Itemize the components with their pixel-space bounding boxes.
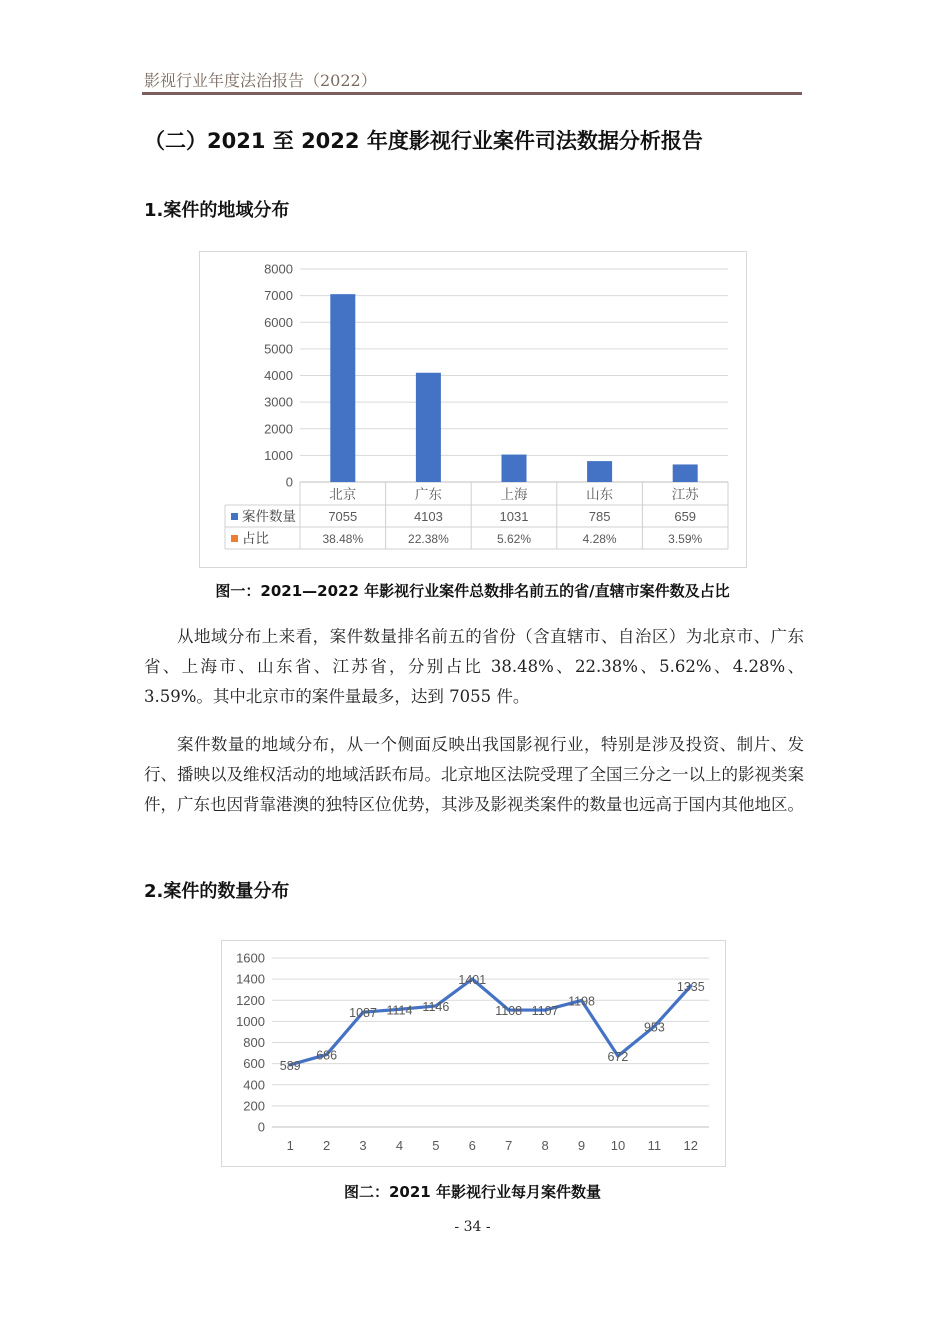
line-xtick-label: 10 [610,1138,626,1153]
table-value: 659 [674,509,697,524]
bar-ytick-label: 8000 [264,261,293,277]
line-ytick-label: 1400 [236,971,265,987]
bar-category-label: 江苏 [671,487,699,502]
table-value: 7055 [328,509,358,524]
line-xtick-label: 6 [468,1138,476,1153]
bar-上海 [502,455,527,482]
line-data-label: 1401 [458,973,487,988]
table-value: 3.59% [668,532,703,546]
paragraph-2: 案件数量的地域分布，从一个侧面反映出我国影视行业，特别是涉及投资、制片、发行、播映以及维权活动的地域活跃布局。北京地区法院受理了全国三分之一以上的影视类案件，广东也因背靠港澳的独特区位优势，其涉及影视类案件的数量也远高于国内其他地区。 [144,735,804,814]
table-value: 1031 [499,509,529,524]
line-ytick-label: 1000 [236,1013,265,1029]
line-ytick-label: 1600 [236,950,265,966]
bar-江苏 [673,464,698,482]
bar-ytick-label: 7000 [264,288,293,304]
bar-category-label: 山东 [586,487,614,502]
bar-ytick-label: 6000 [264,314,293,330]
bar-category-label: 北京 [329,487,357,502]
line-xtick-label: 4 [395,1138,404,1153]
line-ytick-label: 200 [243,1098,265,1114]
line-data-label: 1114 [386,1003,413,1018]
table-value: 22.38% [408,532,449,546]
bar-北京 [330,294,355,482]
table-series-name: 案件数量 [242,509,296,524]
monthly-cases-line [290,979,691,1065]
line-data-label: 1146 [422,999,450,1014]
part1-heading: 1.案件的地域分布 [144,200,290,221]
bar-chart [200,252,746,567]
line-ytick-label: 0 [257,1119,265,1135]
line-xtick-label: 11 [647,1138,662,1153]
line-data-label: 686 [316,1048,338,1063]
line-data-label: 1108 [495,1003,523,1018]
paragraph-1: 从地域分布上来看，案件数量排名前五的省份（含直辖市、自治区）为北京市、广东省、上海市、山东省、江苏省，分别占比 38.48%、22.38%、5.62%、4.28%、3.59%。其中北京市的案件量最多，达到 7055 件。 [144,627,804,706]
bar-ytick-label: 3000 [264,394,293,410]
line-xtick-label: 2 [323,1138,331,1153]
line-ytick-label: 400 [243,1077,265,1093]
line-chart-frame [221,940,726,1167]
line-xtick-label: 3 [359,1138,367,1153]
line-ytick-label: 600 [243,1056,265,1072]
line-xtick-label: 1 [286,1138,294,1153]
figure2-caption: 图二：2021 年影视行业每月案件数量 [344,1183,601,1201]
line-xtick-label: 5 [432,1138,440,1153]
header-rule [142,92,802,95]
bar-山东 [587,461,612,482]
table-series-name: 占比 [242,531,269,546]
bar-chart-frame [199,251,747,568]
page-number: - 34 - [454,1219,491,1235]
table-value: 4.28% [582,532,617,546]
line-ytick-label: 1200 [236,992,265,1008]
table-legend-key [231,535,238,542]
section-title: （二）2021 至 2022 年度影视行业案件司法数据分析报告 [144,129,703,153]
line-ytick-label: 800 [243,1035,265,1050]
line-data-label: 672 [607,1050,629,1065]
line-data-label: 1198 [568,994,595,1009]
bar-category-label: 广东 [414,487,442,502]
bar-ytick-label: 0 [285,474,293,490]
table-value: 5.62% [496,532,532,546]
bar-广东 [416,373,441,482]
bar-ytick-label: 1000 [264,447,293,463]
line-chart [222,941,725,1166]
bar-ytick-label: 2000 [264,421,293,437]
line-data-label: 1335 [676,979,705,994]
line-data-label: 1107 [531,1004,559,1019]
line-xtick-label: 12 [683,1138,699,1153]
line-xtick-label: 7 [505,1138,513,1153]
line-data-label: 1087 [349,1006,377,1021]
bar-ytick-label: 5000 [264,341,293,357]
line-data-label: 953 [643,1020,665,1035]
bar-category-label: 上海 [500,487,528,502]
line-xtick-label: 9 [577,1138,586,1153]
line-data-label: 589 [279,1058,301,1073]
table-value: 38.48% [322,532,364,546]
header-title: 影视行业年度法治报告（2022） [144,71,377,90]
table-value: 785 [588,509,611,524]
table-legend-key [231,513,238,520]
figure1-caption: 图一：2021—2022 年影视行业案件总数排名前五的省/直辖市案件数及占比 [215,582,730,600]
bar-ytick-label: 4000 [264,368,293,383]
line-xtick-label: 8 [541,1138,549,1153]
table-value: 4103 [413,509,443,524]
part2-heading: 2.案件的数量分布 [144,881,290,902]
